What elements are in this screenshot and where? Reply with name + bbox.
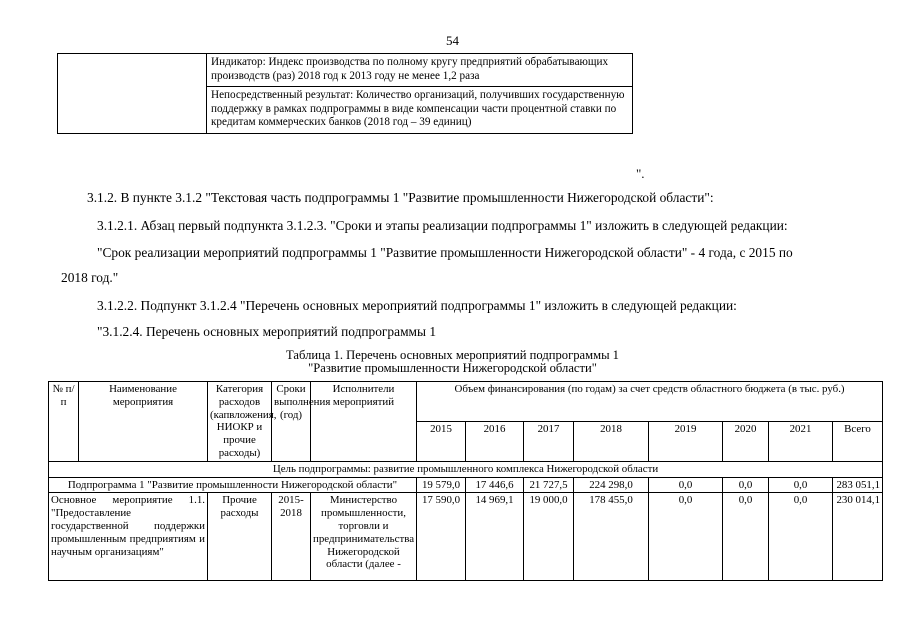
header-year: 2019 xyxy=(649,421,723,461)
subprogram-value: 224 298,0 xyxy=(574,477,649,493)
paragraph-term-line2: 2018 год." xyxy=(61,270,119,285)
goal-cell: Цель подпрограммы: развитие промышленного комплекса Нижегородской области xyxy=(49,461,883,477)
subprogram-total: 283 051,1 xyxy=(833,477,883,493)
header-terms: Сроки выполнения (год) xyxy=(272,382,311,462)
table-caption-line2: "Развитие промышленности Нижегородской области" xyxy=(308,361,597,375)
header-total: Всего xyxy=(833,421,883,461)
subprogram-row xyxy=(49,477,883,493)
activity-value: 178 455,0 xyxy=(574,493,649,581)
activity-value: 19 000,0 xyxy=(524,493,574,581)
table-header-row xyxy=(49,382,883,422)
paragraph-3-1-2-2: 3.1.2.2. Подпункт 3.1.2.4 "Перечень основных мероприятий подпрограммы 1" изложить в следующей редакции: xyxy=(97,298,737,313)
header-year: 2017 xyxy=(524,421,574,461)
subprogram-value: 17 446,6 xyxy=(466,477,524,493)
header-executors: Исполнители мероприятий xyxy=(311,382,417,462)
empty-cell xyxy=(58,54,207,134)
header-name: Наименование мероприятия xyxy=(79,382,208,462)
header-year: 2020 xyxy=(723,421,769,461)
header-year: 2018 xyxy=(574,421,649,461)
activity-value: 14 969,1 xyxy=(466,493,524,581)
table-caption-line1: Таблица 1. Перечень основных мероприятий подпрограммы 1 xyxy=(286,348,619,362)
activity-name: Основное мероприятие 1.1. "Предоставление государственной поддержки промышленным предприятиям и научным организациям" xyxy=(49,493,208,581)
header-category: Категория расходов (капвложения, НИОКР и прочие расходы) xyxy=(208,382,272,462)
paragraph-term-line1: "Срок реализации мероприятий подпрограммы 1 "Развитие промышленности Нижегородской области" - 4 года, с 2015 по xyxy=(97,245,793,260)
subprogram-value: 0,0 xyxy=(649,477,723,493)
activity-value: 0,0 xyxy=(769,493,833,581)
goal-row xyxy=(49,461,883,477)
paragraph-3-1-2-4: "3.1.2.4. Перечень основных мероприятий подпрограммы 1 xyxy=(97,324,437,339)
header-num: № п/п xyxy=(49,382,79,462)
paragraph-3-1-2-1: 3.1.2.1. Абзац первый подпункта 3.1.2.3. "Сроки и этапы реализации подпрограммы 1" изложить в следующей редакции: xyxy=(97,218,788,233)
header-year: 2016 xyxy=(466,421,524,461)
activity-value: 17 590,0 xyxy=(417,493,466,581)
header-year: 2021 xyxy=(769,421,833,461)
subprogram-label: Подпрограмма 1 "Развитие промышленности Нижегородской области" xyxy=(49,477,417,493)
activity-total: 230 014,1 xyxy=(833,493,883,581)
indicator-cell: Индикатор: Индекс производства по полному кругу предприятий обрабатывающих производств (раз) 2018 год к 2013 году не менее 1,2 раза xyxy=(207,54,633,87)
activity-executor: Министерство промышленности, торговли и предпринимательства Нижегородской области (далее - xyxy=(311,493,417,581)
subprogram-value: 0,0 xyxy=(769,477,833,493)
activity-value: 0,0 xyxy=(723,493,769,581)
paragraph-3-1-2: 3.1.2. В пункте 3.1.2 "Текстовая часть подпрограммы 1 "Развитие промышленности Нижегородской области": xyxy=(87,190,714,205)
subprogram-value: 19 579,0 xyxy=(417,477,466,493)
subprogram-value: 0,0 xyxy=(723,477,769,493)
closing-quote-mark: ". xyxy=(636,166,645,181)
activity-category: Прочие расходы xyxy=(208,493,272,581)
subprogram-value: 21 727,5 xyxy=(524,477,574,493)
activity-row xyxy=(49,493,883,581)
header-year: 2015 xyxy=(417,421,466,461)
header-funding: Объем финансирования (по годам) за счет средств областного бюджета (в тыс. руб.) xyxy=(417,382,883,422)
result-cell: Непосредственный результат: Количество организаций, получивших государственную поддержку в рамках подпрограммы в виде компенсации части процентной ставки по кредитам коммерческих банков (2018 год – 39 единиц) xyxy=(207,87,633,134)
page-number: 54 xyxy=(446,33,459,48)
activity-value: 0,0 xyxy=(649,493,723,581)
activity-terms: 2015-2018 xyxy=(272,493,311,581)
indicator-table xyxy=(57,53,633,134)
activities-table xyxy=(48,381,883,581)
